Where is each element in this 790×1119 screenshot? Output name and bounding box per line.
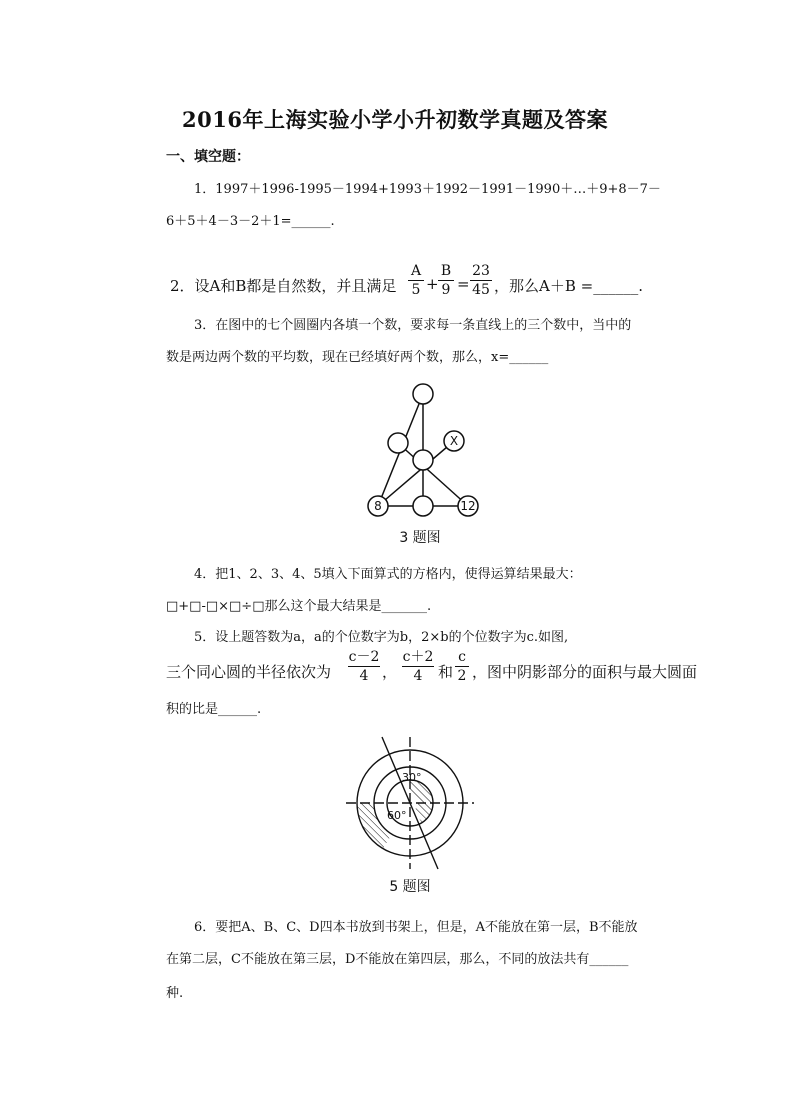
q5-angle-30: 30° xyxy=(402,771,422,784)
q3-circle-top xyxy=(413,384,433,404)
q5-line2-suffix: ，图中阴影部分的面积与最大圆面 xyxy=(472,663,698,681)
q2-equals: = xyxy=(457,275,470,293)
q4-line2: □+□-□×□÷□那么这个最大结果是_______. xyxy=(166,599,432,614)
q3-label-12: 12 xyxy=(460,499,476,513)
q2-frac-b-den: 9 xyxy=(441,282,451,298)
q3-line-diag-right xyxy=(398,443,468,506)
q5-fraction-2 xyxy=(402,649,434,684)
q5-figure xyxy=(340,733,480,873)
section-heading: 一、填空题： xyxy=(166,149,250,165)
q3-circle-center xyxy=(413,450,433,470)
q2-fraction-c xyxy=(470,263,492,298)
q3-label-x: X xyxy=(449,434,459,448)
q1-line1: 1．1997＋1996-1995－1994+1993＋1992－1991－1990＋…＋9+8－7－ xyxy=(194,182,661,197)
q5-frac1-num: c－2 xyxy=(348,649,380,665)
q5-caption: 5 题图 xyxy=(389,879,431,895)
q2-suffix: ，那么A＋B =______. xyxy=(494,277,643,295)
q5-frac2-den: 4 xyxy=(413,668,423,684)
q3-line1: 3．在图中的七个圆圈内各填一个数，要求每一条直线上的三个数中，当中的 xyxy=(194,318,632,333)
page-title: 2016年上海实验小学小升初数学真题及答案 xyxy=(182,107,608,132)
q5-frac3-num: c xyxy=(458,649,466,665)
q2-plus: + xyxy=(426,275,439,293)
q3-figure xyxy=(360,375,490,525)
q3-line-diag-left xyxy=(378,441,454,506)
q5-frac2-num: c＋2 xyxy=(402,649,434,665)
q3-caption: 3 题图 xyxy=(399,530,441,546)
q1-line2: 6＋5＋4－3－2＋1=______. xyxy=(166,214,335,229)
q5-frac3-den: 2 xyxy=(457,668,467,684)
q2-prefix: 2．设A和B都是自然数，并且满足 xyxy=(170,277,397,295)
q2-frac-b-num: B xyxy=(440,263,452,279)
q5-frac1-den: 4 xyxy=(359,668,369,684)
q5-angle-60: 60° xyxy=(387,809,407,822)
q2-frac-c-den: 45 xyxy=(472,282,490,298)
q3-line2: 数是两边两个数的平均数，现在已经填好两个数，那么，x=______ xyxy=(166,350,549,365)
q6-line2: 在第二层，C不能放在第三层，D不能放在第四层，那么，不同的放法共有______ xyxy=(166,952,629,967)
q5-comma: ， xyxy=(382,663,398,681)
q3-circle-left-mid xyxy=(388,433,408,453)
q3-label-8: 8 xyxy=(374,499,382,513)
q5-line1: 5．设上题答数为a，a的个位数字为b，2×b的个位数字为c.如图, xyxy=(194,630,569,645)
q2-fraction-a xyxy=(408,263,424,298)
q5-line3: 积的比是______. xyxy=(166,702,262,717)
q6-line3: 种. xyxy=(166,986,184,1001)
q2-frac-c-num: 23 xyxy=(472,263,490,279)
q5-fraction-3 xyxy=(455,649,469,684)
q4-line1: 4．把1、2、3、4、5填入下面算式的方格内，使得运算结果最大： xyxy=(194,567,582,582)
q5-and: 和 xyxy=(438,663,454,681)
q5-fraction-1 xyxy=(348,649,380,684)
q3-circle-bottom-mid xyxy=(413,496,433,516)
q6-line1: 6．要把A、B、C、D四本书放到书架上，但是，A不能放在第一层，B不能放 xyxy=(194,920,638,935)
q2-fraction-b xyxy=(438,263,454,298)
q2-frac-a-den: 5 xyxy=(411,282,421,298)
q5-line2-prefix: 三个同心圆的半径依次为 xyxy=(166,663,332,681)
q2-frac-a-num: A xyxy=(410,263,422,279)
